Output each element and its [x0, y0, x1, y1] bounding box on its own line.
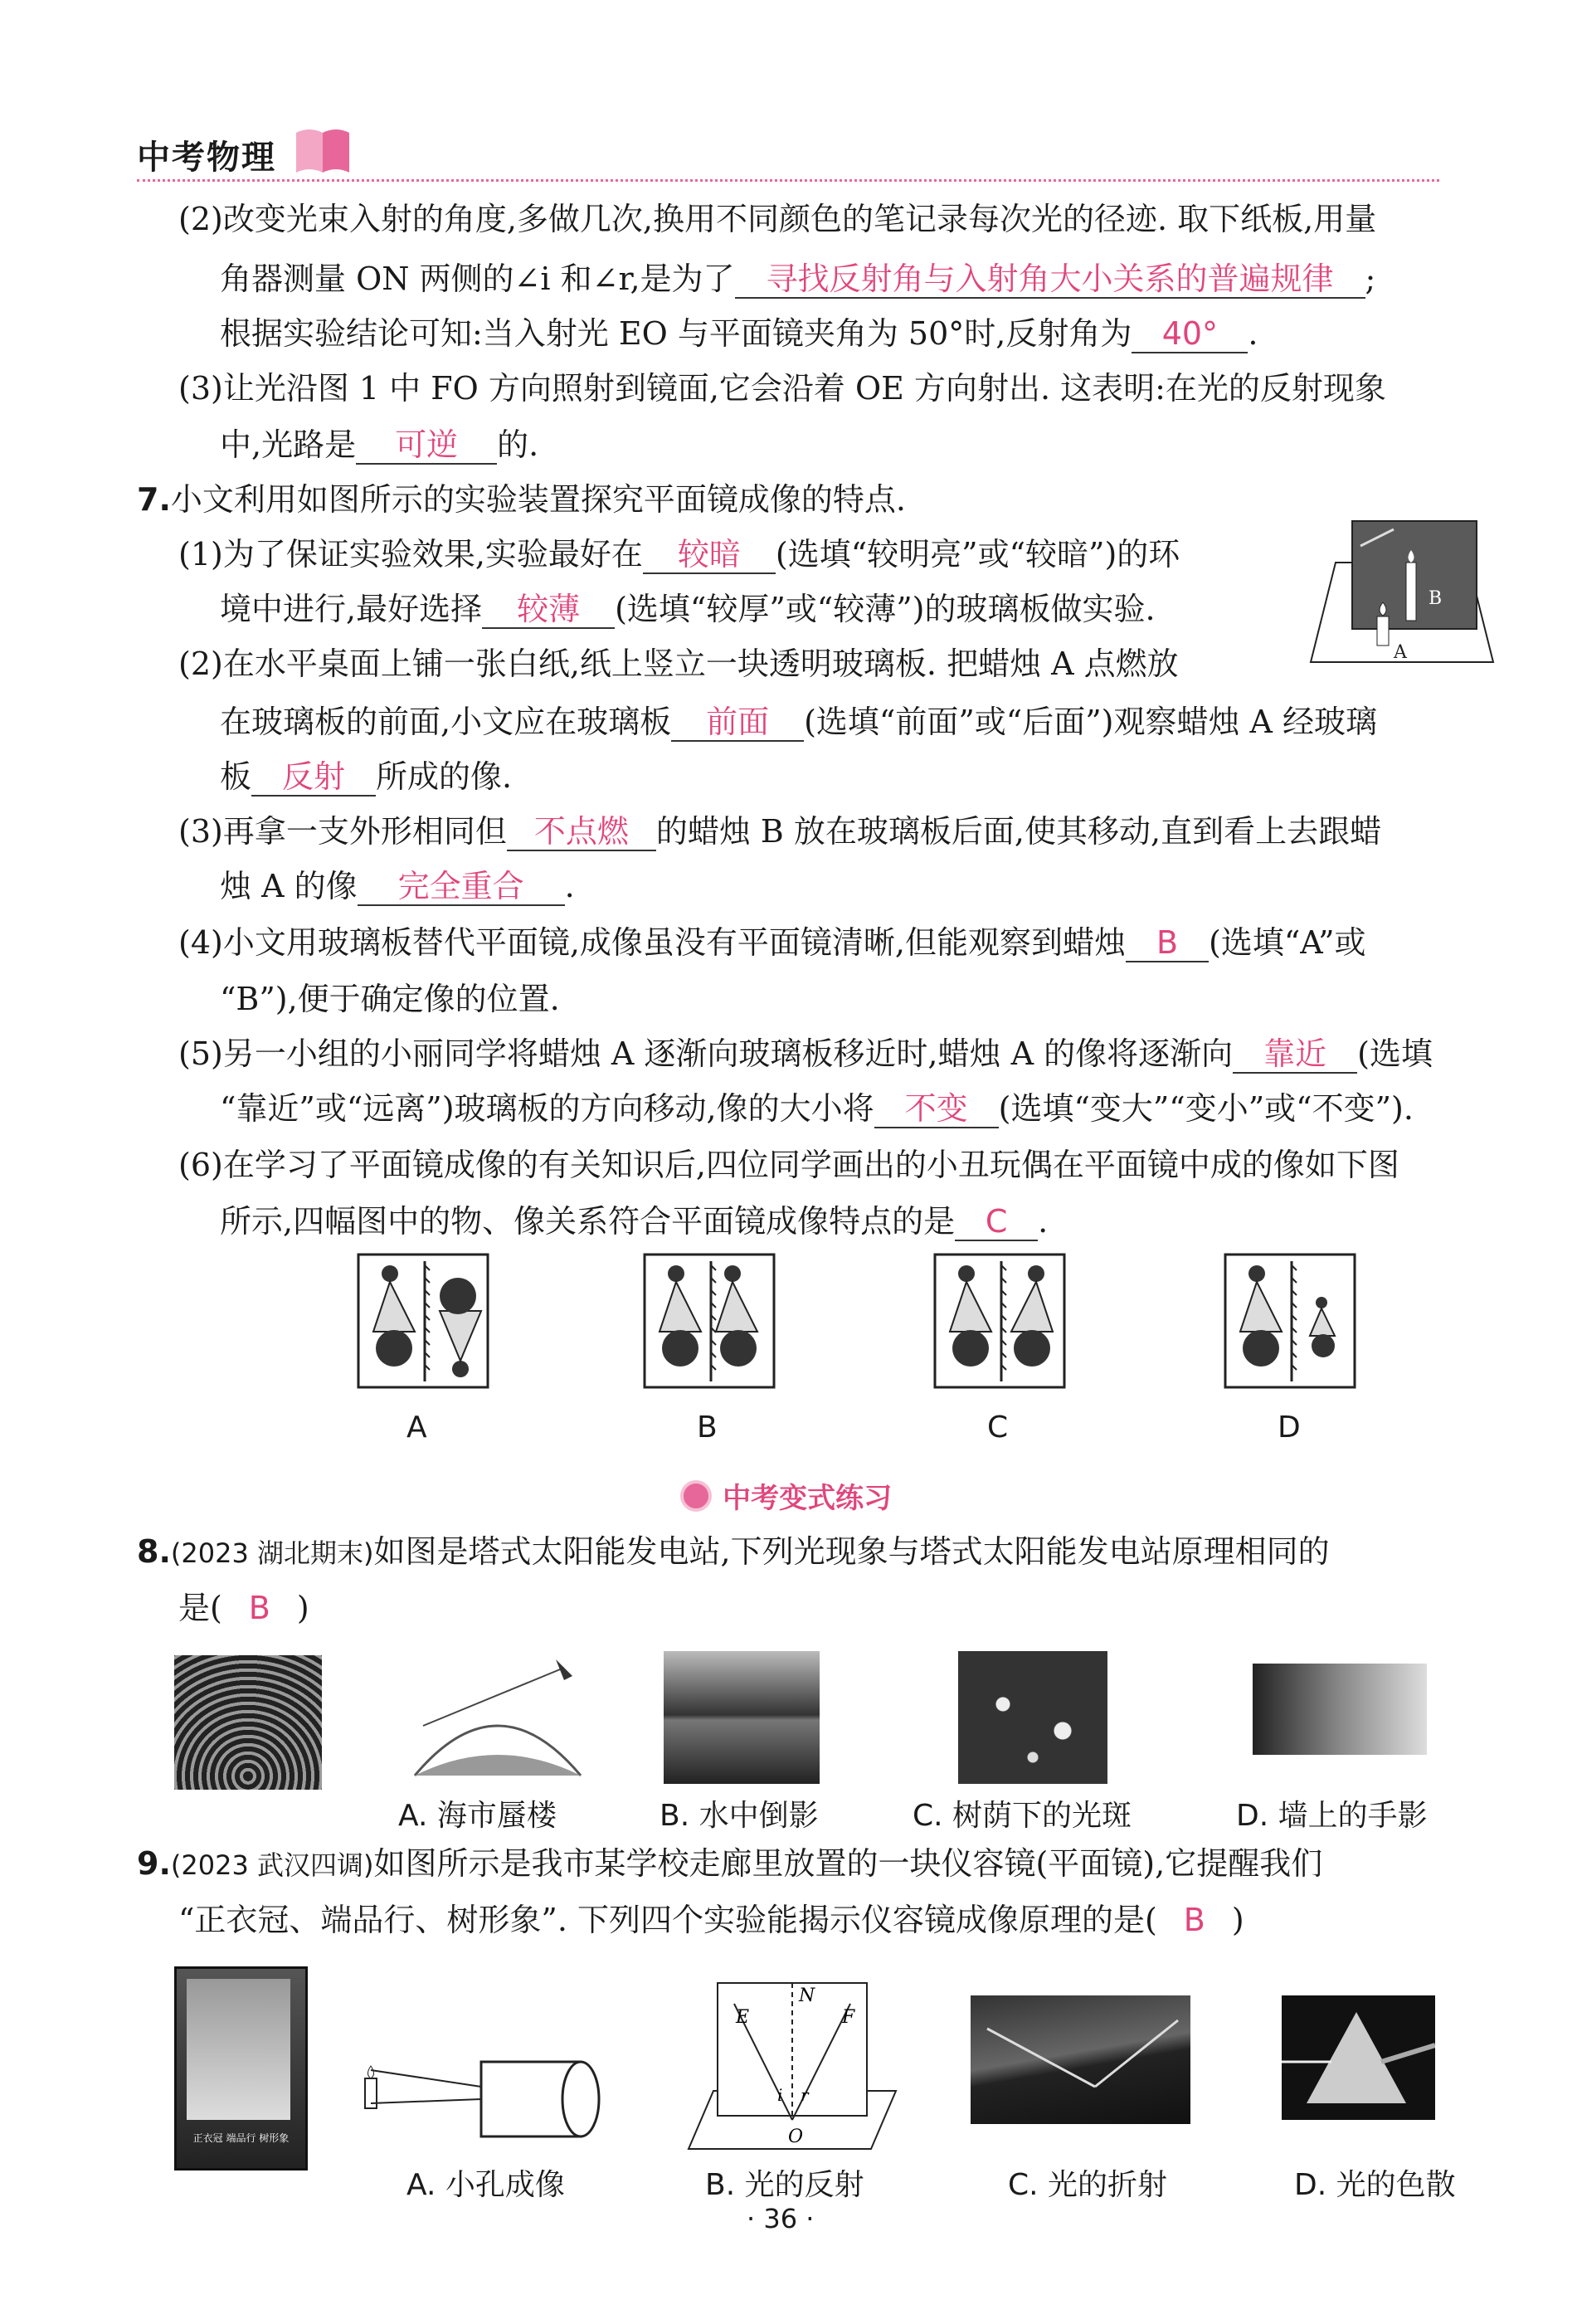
q9-option-b: B. 光的反射	[705, 2168, 864, 2202]
refraction-beam	[971, 1995, 1190, 2124]
q7-p2-line2: 在玻璃板的前面,小文应在玻璃板 前面 (选填“前面”或“后面”)观察蜡烛 A 经玻璃	[220, 704, 1378, 740]
q9-option-d: D. 光的色散	[1294, 2168, 1456, 2202]
q7-p4-line2: “B”),便于确定像的位置.	[220, 981, 560, 1017]
q6-p2-line3: 根据实验结论可知:当入射光 EO 与平面镜夹角为 50°时,反射角为 40° .	[220, 315, 1258, 352]
section-title: 中考变式练习	[680, 1475, 892, 1517]
header	[137, 124, 353, 183]
answer-blank: B	[1126, 924, 1209, 962]
answer-blank: 较薄	[482, 591, 615, 629]
q9-stem-line2: “正衣冠、端品行、树形象”. 下列四个实验能揭示仪容镜成像原理的是( B )	[178, 1902, 1244, 1938]
mirage-figure	[406, 1651, 589, 1784]
answer-blank: 完全重合	[358, 868, 565, 906]
clown-label-b: B	[697, 1410, 718, 1445]
answer-blank: 不点燃	[507, 813, 656, 851]
prism-icon	[1282, 1995, 1435, 2120]
tree-shade-photo	[958, 1651, 1107, 1784]
mirror-apparatus-figure	[1302, 513, 1502, 670]
q8-option-d: D. 墙上的手影	[1236, 1799, 1428, 1833]
clown-figure-d	[1224, 1253, 1356, 1390]
page-number: · 36 ·	[747, 2203, 815, 2234]
q8-figures	[0, 1647, 1577, 1833]
q8-option-b: B. 水中倒影	[660, 1799, 819, 1833]
candle-b-label: B	[1429, 588, 1443, 609]
q6-p2-line2: 角器测量 ON 两侧的∠i 和∠r,是为了 寻找反射角与入射角大小关系的普遍规律 ;	[220, 261, 1376, 297]
answer-blank: 反射	[251, 758, 376, 797]
clown-figure-a	[357, 1253, 489, 1390]
candle-a-label: A	[1394, 642, 1407, 663]
hand-shadow-photo	[1253, 1664, 1427, 1755]
q6-p3-line2: 中,光路是 可逆 的.	[220, 426, 539, 463]
diagram-label-o: O	[788, 2127, 804, 2147]
q7-p2-line3: 板 反射 所成的像.	[220, 758, 513, 795]
refraction-photo	[971, 1995, 1190, 2124]
q9-stem: 9.(2023 武汉四调)如图所示是我市某学校走廊里放置的一块仪容镜(平面镜),它提醒我们	[137, 1845, 1323, 1882]
reflection-experiment-figure	[684, 1966, 900, 2157]
water-reflection-photo	[664, 1651, 820, 1784]
book-icon	[293, 124, 353, 176]
pinhole-camera-figure	[357, 2033, 622, 2166]
clown-label-d: D	[1278, 1410, 1301, 1445]
q7-p1-line1: (1)为了保证实验效果,实验最好在 较暗 (选填“较明亮”或“较暗”)的环	[178, 536, 1180, 572]
q9-figures	[0, 1966, 1577, 2202]
q7-p5-line1: (5)另一小组的小丽同学将蜡烛 A 逐渐向玻璃板移近时,蜡烛 A 的像将逐渐向 靠近 (选填	[178, 1035, 1433, 1072]
q7-p2-line1: (2)在水平桌面上铺一张白纸,纸上竖立一块透明玻璃板. 把蜡烛 A 点燃放	[178, 646, 1179, 682]
q7-p6-line2: 所示,四幅图中的物、像关系符合平面镜成像特点的是 C .	[220, 1203, 1049, 1240]
section-bullet-icon	[680, 1480, 712, 1512]
q7-p4-line1: (4)小文用玻璃板替代平面镜,成像虽没有平面镜清晰,但能观察到蜡烛 B (选填“A”或	[178, 924, 1366, 961]
diagram-label-f: F	[842, 2007, 855, 2028]
q7-p3-line2: 烛 A 的像 完全重合 .	[220, 868, 575, 904]
answer-blank: 不变	[874, 1090, 999, 1128]
clown-label-a: A	[406, 1410, 427, 1445]
q7-stem: 7.小文利用如图所示的实验装置探究平面镜成像的特点.	[137, 481, 906, 518]
answer-blank: 40°	[1132, 315, 1248, 353]
clown-options	[0, 1253, 1577, 1460]
header-title: 中考物理	[137, 139, 276, 177]
solar-tower-photo	[174, 1655, 322, 1790]
diagram-label-i: i	[777, 2085, 783, 2105]
answer-blank: 较暗	[643, 536, 776, 574]
q9-option-a: A. 小孔成像	[406, 2168, 565, 2202]
q6-p3-line1: (3)让光沿图 1 中 FO 方向照射到镜面,它会沿着 OE 方向射出. 这表明:在光的反射现象	[178, 370, 1386, 407]
q7-p1-line2: 境中进行,最好选择 较薄 (选填“较厚”或“较薄”)的玻璃板做实验.	[220, 591, 1156, 627]
clown-figure-b	[643, 1253, 776, 1390]
diagram-label-e: E	[736, 2007, 750, 2028]
dispersion-photo	[1282, 1995, 1435, 2120]
q8-option-a: A. 海市蜃楼	[398, 1799, 557, 1833]
q8-option-c: C. 树荫下的光斑	[913, 1799, 1132, 1833]
answer-blank: 寻找反射角与入射角大小关系的普遍规律	[735, 261, 1365, 299]
mirror-caption: 正衣冠 端品行 树形象	[192, 2132, 290, 2144]
answer-blank: 前面	[671, 704, 804, 742]
q7-p3-line1: (3)再拿一支外形相同但 不点燃 的蜡烛 B 放在玻璃板后面,使其移动,直到看上去跟蜡	[178, 813, 1382, 850]
q8-stem-line2: 是( B )	[178, 1590, 309, 1626]
answer-blank: 可逆	[356, 426, 497, 465]
clown-figure-c	[933, 1253, 1066, 1390]
diagram-label-r: r	[801, 2085, 809, 2105]
q7-p5-line2: “靠近”或“远离”)玻璃板的方向移动,像的大小将 不变 (选填“变大”“变小”或“不变”).	[220, 1090, 1414, 1127]
diagram-label-n: N	[799, 1985, 815, 2006]
q9-option-c: C. 光的折射	[1008, 2168, 1168, 2202]
header-divider	[137, 179, 1439, 182]
answer-blank: C	[955, 1203, 1038, 1241]
q8-stem: 8.(2023 湖北期末)如图是塔式太阳能发电站,下列光现象与塔式太阳能发电站原理相同的	[137, 1533, 1330, 1570]
clown-label-c: C	[987, 1410, 1009, 1445]
q6-p2-line1: (2)改变光束入射的角度,多做几次,换用不同颜色的笔记录每次光的径迹. 取下纸板,用量	[178, 201, 1377, 237]
answer-blank: 靠近	[1233, 1035, 1357, 1074]
q7-p6-line1: (6)在学习了平面镜成像的有关知识后,四位同学画出的小丑玩偶在平面镜中成的像如下图	[178, 1147, 1399, 1183]
dressing-mirror-photo	[174, 1966, 308, 2171]
